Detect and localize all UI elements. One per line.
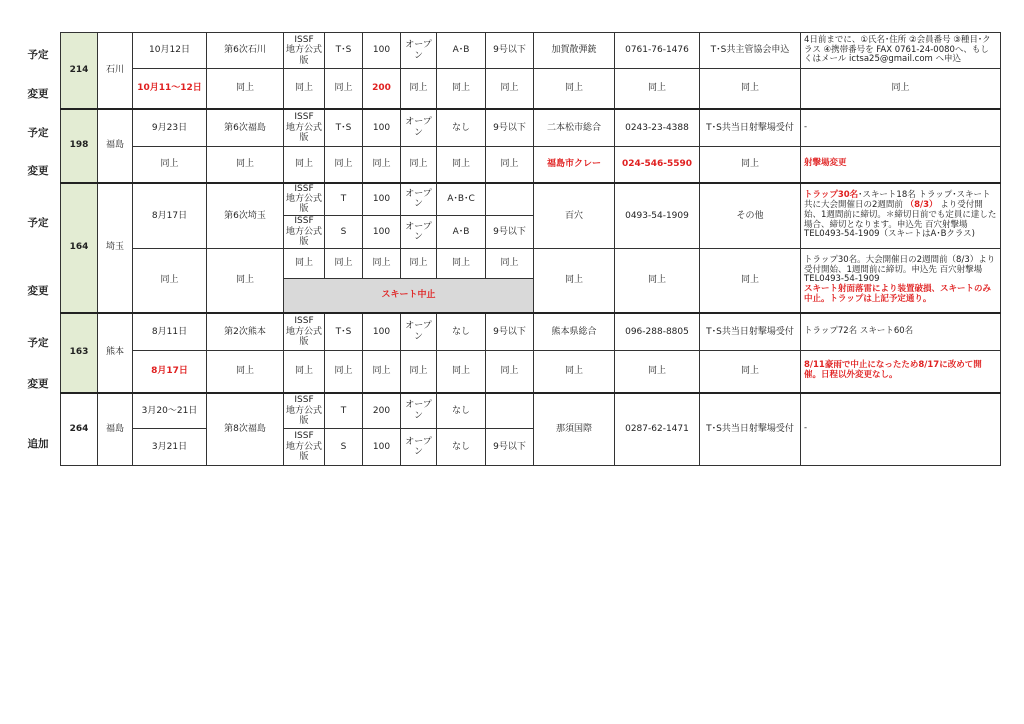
note: - [801, 393, 1001, 466]
count: 100 [363, 183, 401, 216]
prefecture: 石川 [98, 33, 133, 109]
tel: 0493-54-1909 [615, 183, 700, 249]
venue: 二本松市総合 [534, 109, 615, 147]
note [801, 183, 1001, 249]
event-name: 第8次福島 [207, 393, 284, 466]
gauge [486, 183, 534, 216]
note: 射撃場変更 [801, 147, 1001, 183]
apply: T･S共当日射撃場受付 [700, 393, 801, 466]
rule: 同上 [284, 249, 325, 279]
date: 3月21日 [133, 429, 207, 466]
tel: 同上 [615, 249, 700, 313]
note [801, 249, 1001, 313]
note: 4日前までに、①氏名･住所 ②会員番号 ③種目･クラス ④携帯番号を FAX 0761-24-0080へ、もしくはメール ictsa25@gmail.com へ申込 [801, 33, 1001, 69]
note-highlight: スキート射面落雷により装置破損、スキートのみ中止。トラップは上記予定通り。 [804, 284, 992, 304]
venue: 那須国際 [534, 393, 615, 466]
type: S [325, 216, 363, 249]
class: A･B [437, 33, 486, 69]
count: 同上 [363, 249, 401, 279]
date: 9月23日 [133, 109, 207, 147]
table-row [61, 249, 1001, 279]
note: 8/11豪雨で中止になったため8/17に改めて開催。日程以外変更なし。 [801, 351, 1001, 393]
count: 同上 [363, 351, 401, 393]
date: 同上 [133, 249, 207, 313]
prefecture: 埼玉 [98, 183, 133, 313]
event-name: 同上 [207, 351, 284, 393]
tel: 024-546-5590 [615, 147, 700, 183]
tel: 096-288-8805 [615, 313, 700, 351]
date: 8月17日 [133, 351, 207, 393]
table-row [61, 33, 1001, 69]
date: 同上 [133, 147, 207, 183]
type: T･S [325, 33, 363, 69]
apply: 同上 [700, 69, 801, 109]
venue: 加賀散弾銃 [534, 33, 615, 69]
prefecture: 熊本 [98, 313, 133, 393]
class: なし [437, 313, 486, 351]
note-text: ･スキート18名 トラップ･スキート共に大会開催日の2週間前 [804, 190, 991, 211]
class: 同上 [437, 69, 486, 109]
count: 100 [363, 33, 401, 69]
rule: 同上 [284, 147, 325, 183]
apply: 同上 [700, 147, 801, 183]
class: A･B [437, 216, 486, 249]
apply: その他 [700, 183, 801, 249]
gauge: 9号以下 [486, 216, 534, 249]
rule: ISSF 地方公式版 [284, 109, 325, 147]
gauge: 同上 [486, 147, 534, 183]
event-name: 第6次石川 [207, 33, 284, 69]
type: 同上 [325, 351, 363, 393]
date: 3月20～21日 [133, 393, 207, 429]
table-row [61, 313, 1001, 351]
class: なし [437, 429, 486, 466]
open: オープン [401, 33, 437, 69]
count: 同上 [363, 147, 401, 183]
venue: 同上 [534, 351, 615, 393]
count: 100 [363, 429, 401, 466]
venue: 熊本県総合 [534, 313, 615, 351]
tel: 0761-76-1476 [615, 33, 700, 69]
schedule-table [60, 32, 1001, 466]
note-highlight: トラップ30名 [804, 190, 859, 201]
apply: 同上 [700, 351, 801, 393]
type: 同上 [325, 147, 363, 183]
type: T･S [325, 313, 363, 351]
label-change: 変更 [27, 165, 49, 177]
type: T･S [325, 109, 363, 147]
gauge: 9号以下 [486, 33, 534, 69]
event-name: 同上 [207, 249, 284, 313]
class: 同上 [437, 249, 486, 279]
tel: 同上 [615, 351, 700, 393]
class: A･B･C [437, 183, 486, 216]
label-change: 変更 [27, 88, 49, 100]
date: 10月11～12日 [133, 69, 207, 109]
note-text: トラップ30名。大会開催日の2週間前（8/3）より受付開始、1週間前に締切。申込先 百穴射撃場TEL0493-54-1909 [804, 254, 996, 285]
rule: ISSF 地方公式版 [284, 216, 325, 249]
rule: 同上 [284, 351, 325, 393]
note: - [801, 109, 1001, 147]
rule: ISSF 地方公式版 [284, 393, 325, 429]
rule: ISSF 地方公式版 [284, 429, 325, 466]
label-plan: 予定 [27, 49, 49, 61]
label-plan: 予定 [27, 337, 49, 349]
count: 200 [363, 69, 401, 109]
apply: T･S共主管協会申込 [700, 33, 801, 69]
tel: 0287-62-1471 [615, 393, 700, 466]
gauge [486, 393, 534, 429]
venue: 同上 [534, 249, 615, 313]
gauge: 9号以下 [486, 429, 534, 466]
rule: 同上 [284, 69, 325, 109]
type: T [325, 183, 363, 216]
apply: T･S共当日射撃場受付 [700, 313, 801, 351]
type: T [325, 393, 363, 429]
event-name: 同上 [207, 147, 284, 183]
open: オープン [401, 183, 437, 216]
note-text: より受付開始、1週間前に締切。＊締切日前でも定員に達した場合、締切となります。申込先 百穴射撃場TEL0493-54-1909（スキートはA･Bクラス) [804, 200, 997, 240]
type: 同上 [325, 69, 363, 109]
event-id: 214 [61, 33, 98, 109]
table-row [61, 69, 1001, 109]
open: 同上 [401, 351, 437, 393]
label-add: 追加 [27, 438, 49, 450]
skeet-cancel-banner: スキート中止 [284, 279, 534, 313]
label-plan: 予定 [27, 217, 49, 229]
rule: ISSF 地方公式版 [284, 313, 325, 351]
event-id: 164 [61, 183, 98, 313]
gauge: 同上 [486, 249, 534, 279]
date: 8月11日 [133, 313, 207, 351]
venue: 福島市クレー [534, 147, 615, 183]
note: トラップ72名 スキート60名 [801, 313, 1001, 351]
count: 100 [363, 313, 401, 351]
event-name: 第6次埼玉 [207, 183, 284, 249]
event-name: 第6次福島 [207, 109, 284, 147]
event-id: 198 [61, 109, 98, 183]
gauge: 同上 [486, 351, 534, 393]
apply: T･S共当日射撃場受付 [700, 109, 801, 147]
label-change: 変更 [27, 378, 49, 390]
note: 同上 [801, 69, 1001, 109]
open: オープン [401, 429, 437, 466]
count: 100 [363, 109, 401, 147]
class: 同上 [437, 147, 486, 183]
prefecture: 福島 [98, 393, 133, 466]
class: 同上 [437, 351, 486, 393]
open: オープン [401, 109, 437, 147]
table-row [61, 147, 1001, 183]
count: 200 [363, 393, 401, 429]
gauge: 同上 [486, 69, 534, 109]
event-id: 264 [61, 393, 98, 466]
apply: 同上 [700, 249, 801, 313]
tel: 0243-23-4388 [615, 109, 700, 147]
label-change: 変更 [27, 285, 49, 297]
open: オープン [401, 216, 437, 249]
venue: 同上 [534, 69, 615, 109]
prefecture: 福島 [98, 109, 133, 183]
gauge: 9号以下 [486, 313, 534, 351]
open: 同上 [401, 147, 437, 183]
rule: ISSF 地方公式版 [284, 183, 325, 216]
open: オープン [401, 313, 437, 351]
class: なし [437, 393, 486, 429]
event-name: 第2次熊本 [207, 313, 284, 351]
note-highlight: （8/3） [905, 200, 938, 211]
type: 同上 [325, 249, 363, 279]
table-row [61, 393, 1001, 429]
type: S [325, 429, 363, 466]
table-row [61, 183, 1001, 216]
event-name: 同上 [207, 69, 284, 109]
open: 同上 [401, 249, 437, 279]
rule: ISSF 地方公式版 [284, 33, 325, 69]
table-row [61, 109, 1001, 147]
venue: 百穴 [534, 183, 615, 249]
open: オープン [401, 393, 437, 429]
date: 10月12日 [133, 33, 207, 69]
open: 同上 [401, 69, 437, 109]
count: 100 [363, 216, 401, 249]
table-row [61, 351, 1001, 393]
gauge: 9号以下 [486, 109, 534, 147]
label-plan: 予定 [27, 127, 49, 139]
tel: 同上 [615, 69, 700, 109]
class: なし [437, 109, 486, 147]
date: 8月17日 [133, 183, 207, 249]
event-id: 163 [61, 313, 98, 393]
